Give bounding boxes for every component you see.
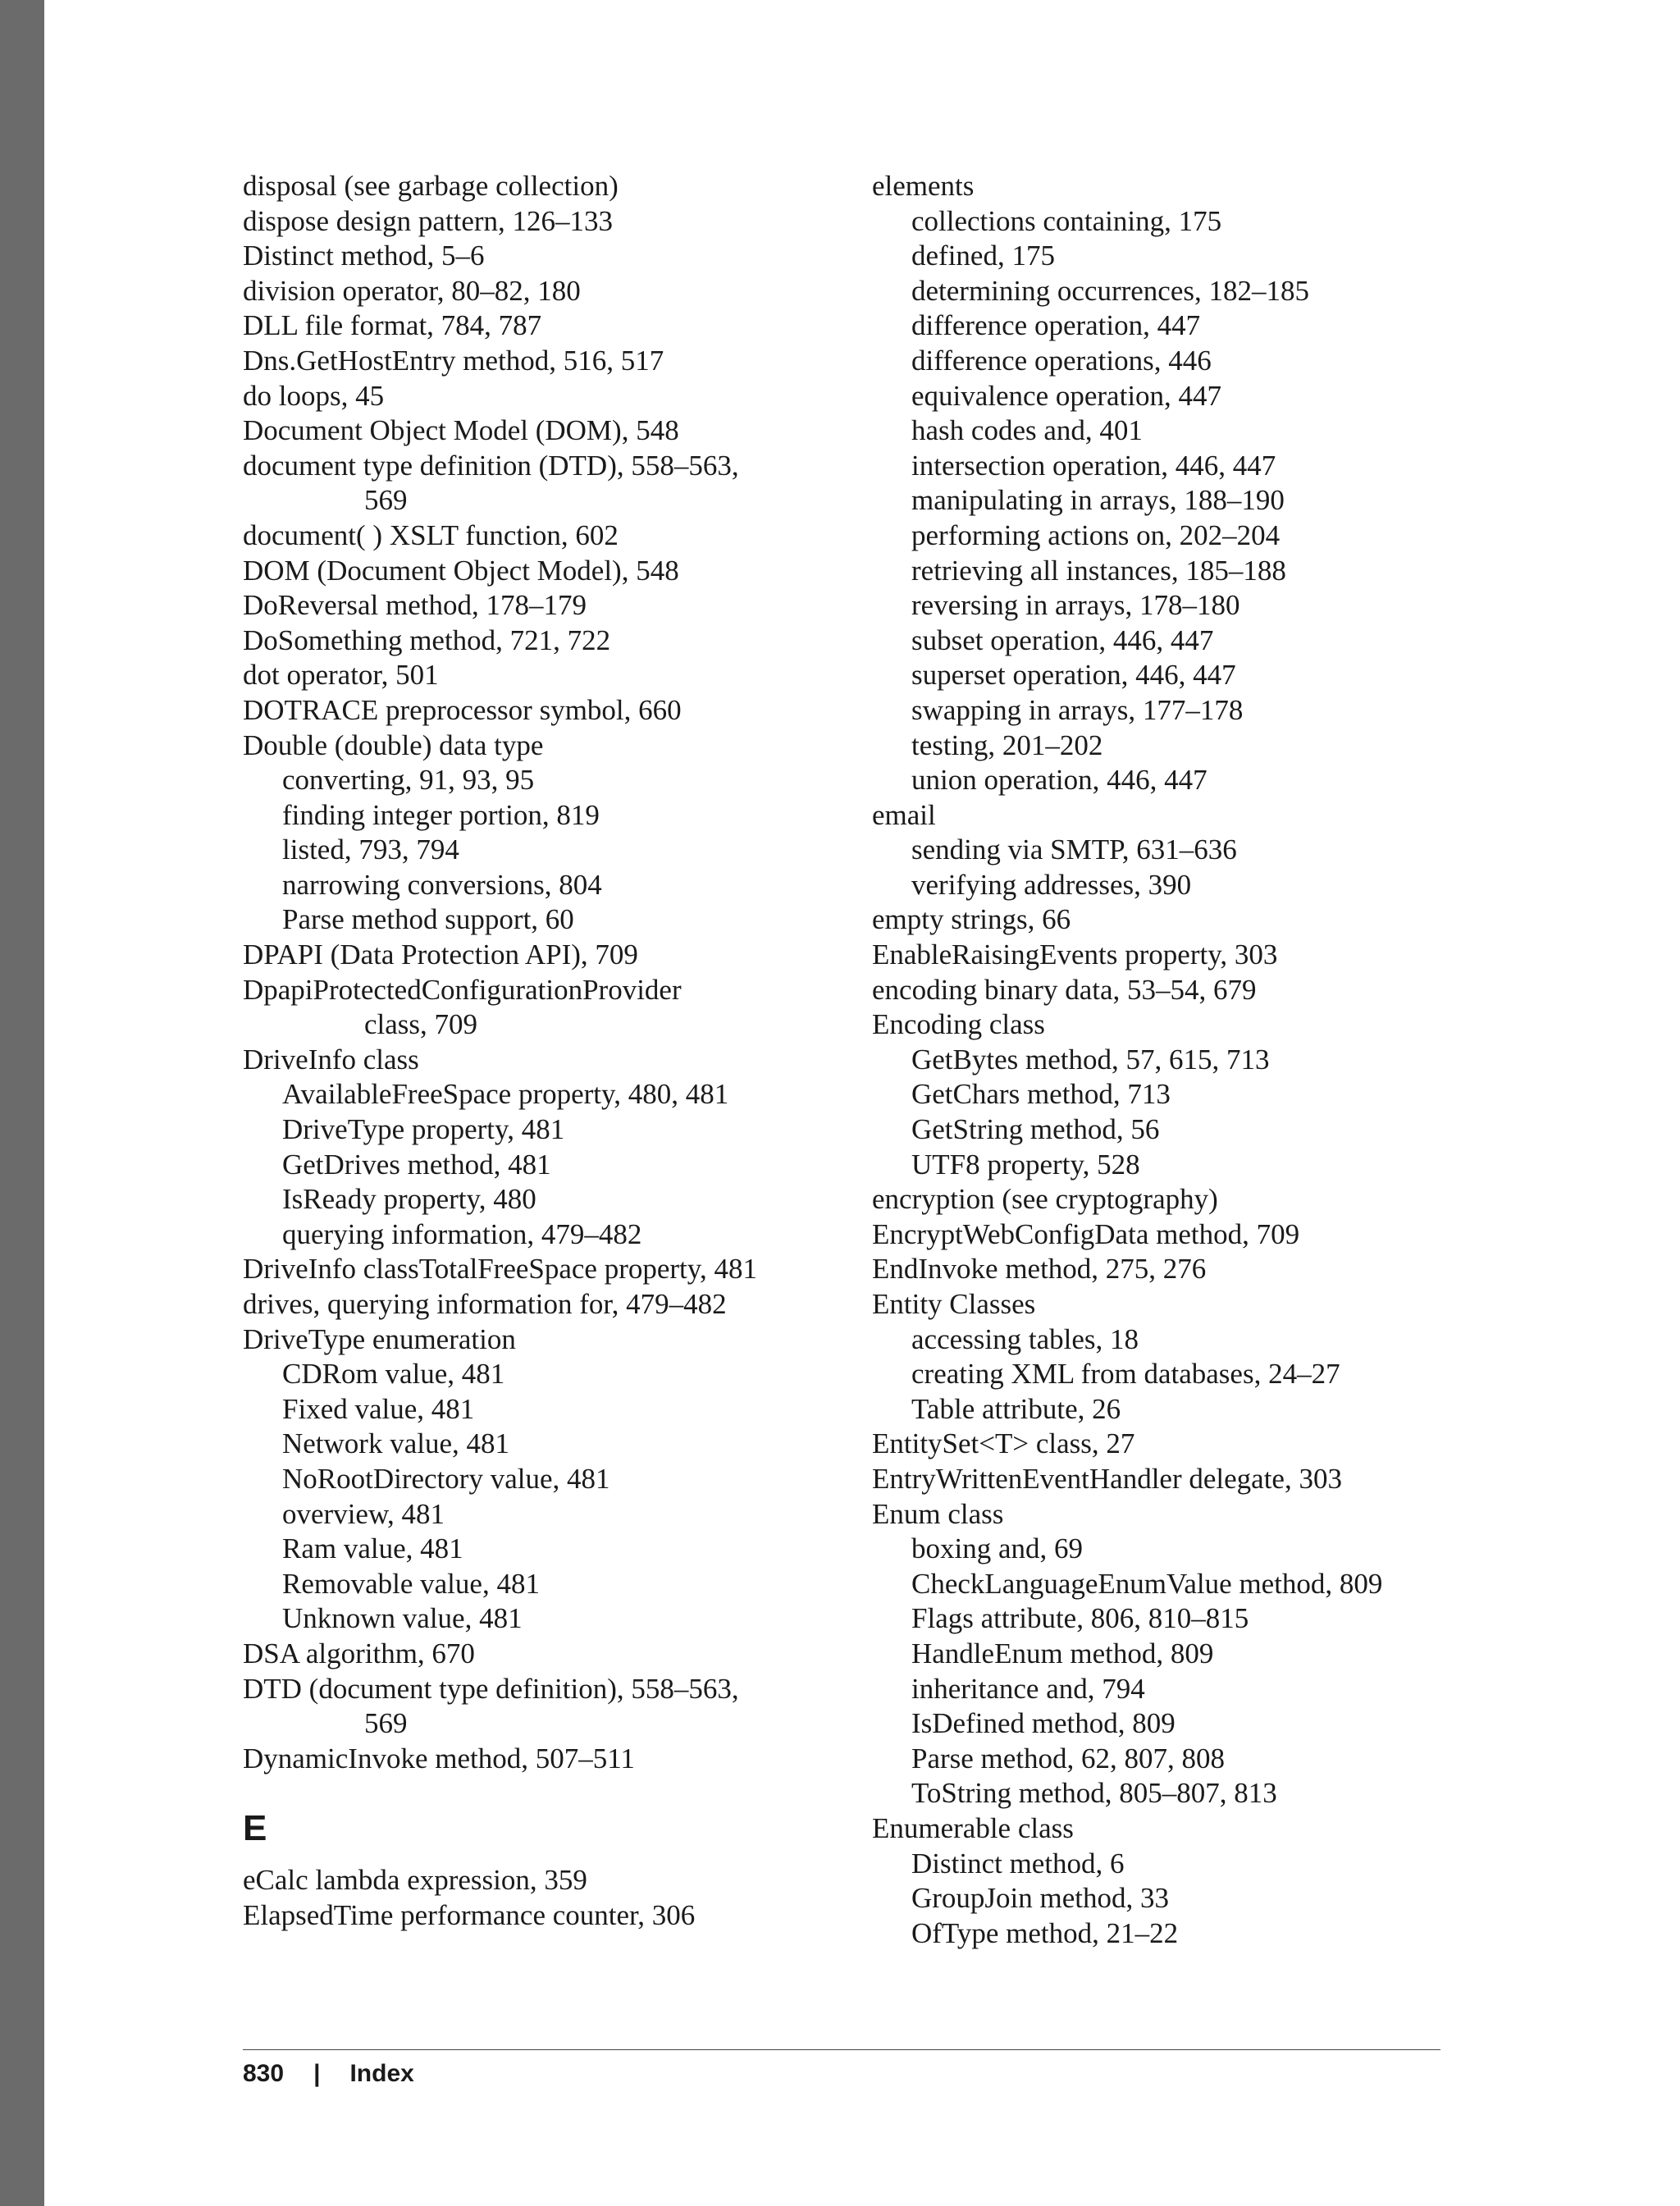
index-subentry: manipulating in arrays, 188–190 xyxy=(911,484,1285,517)
index-subentry: UTF8 property, 528 xyxy=(911,1148,1140,1181)
index-subentry: difference operations, 446 xyxy=(911,344,1212,377)
index-entry: EncryptWebConfigData method, 709 xyxy=(872,1217,1300,1250)
index-subentry: superset operation, 446, 447 xyxy=(911,659,1236,692)
index-entry: eCalc lambda expression, 359 xyxy=(243,1864,587,1897)
index-entry: DTD (document type definition), 558–563, xyxy=(243,1672,739,1705)
page-footer xyxy=(243,2056,414,2092)
index-entry: DOTRACE preprocessor symbol, 660 xyxy=(243,693,682,726)
index-subentry: GetString method, 56 xyxy=(911,1113,1160,1146)
index-entry: DriveInfo classTotalFreeSpace property, 481 xyxy=(243,1253,758,1286)
index-entry: DoReversal method, 178–179 xyxy=(243,589,587,622)
index-subentry: GetChars method, 713 xyxy=(911,1078,1171,1111)
index-subentry: Removable value, 481 xyxy=(282,1567,540,1600)
index-subentry: equivalence operation, 447 xyxy=(911,379,1222,412)
index-subentry: converting, 91, 93, 95 xyxy=(282,764,535,797)
index-subentry: hash codes and, 401 xyxy=(911,414,1143,447)
index-subentry: Table attribute, 26 xyxy=(911,1392,1121,1425)
index-entry: EnableRaisingEvents property, 303 xyxy=(872,939,1278,971)
index-subentry: boxing and, 69 xyxy=(911,1532,1084,1565)
index-subentry: HandleEnum method, 809 xyxy=(911,1637,1214,1669)
index-entry: Encoding class xyxy=(872,1008,1045,1041)
index-subentry: union operation, 446, 447 xyxy=(911,764,1208,797)
index-subentry: OfType method, 21–22 xyxy=(911,1916,1179,1949)
index-entry: elements xyxy=(872,170,975,202)
index-entry: DoSomething method, 721, 722 xyxy=(243,623,611,656)
index-subentry: CDRom value, 481 xyxy=(282,1358,505,1391)
index-subentry: intersection operation, 446, 447 xyxy=(911,449,1276,482)
index-entry: disposal (see garbage collection) xyxy=(243,170,619,202)
index-entry: DPAPI (Data Protection API), 709 xyxy=(243,939,638,971)
index-entries-e-continued xyxy=(872,169,1463,1951)
index-subentry: retrieving all instances, 185–188 xyxy=(911,554,1286,587)
index-subentry: querying information, 479–482 xyxy=(282,1217,642,1250)
index-entry: EntitySet<T> class, 27 xyxy=(872,1427,1135,1460)
page-edge-bar xyxy=(0,0,44,2206)
index-entry: ElapsedTime performance counter, 306 xyxy=(243,1898,696,1931)
index-entry-continuation: 569 xyxy=(364,1707,408,1740)
index-entry: DpapiProtectedConfigurationProvider xyxy=(243,973,682,1006)
index-subentry: sending via SMTP, 631–636 xyxy=(911,834,1237,866)
index-subentry: Distinct method, 6 xyxy=(911,1847,1125,1879)
index-entry: email xyxy=(872,798,936,831)
index-subentry: collections containing, 175 xyxy=(911,204,1222,237)
index-entry: division operator, 80–82, 180 xyxy=(243,274,581,307)
index-entry: DriveType enumeration xyxy=(243,1322,516,1355)
index-entry: do loops, 45 xyxy=(243,379,385,412)
index-subentry: Parse method support, 60 xyxy=(282,903,574,936)
footer-rule xyxy=(243,2049,1440,2050)
index-subentry: NoRootDirectory value, 481 xyxy=(282,1462,610,1495)
index-subentry: Parse method, 62, 807, 808 xyxy=(911,1742,1226,1774)
index-subentry: accessing tables, 18 xyxy=(911,1322,1139,1355)
index-subentry: finding integer portion, 819 xyxy=(282,798,600,831)
index-column-left xyxy=(243,169,833,1934)
footer-section-title: Index xyxy=(349,2060,414,2087)
index-entry-continuation: 569 xyxy=(364,484,408,517)
index-entry: Entity Classes xyxy=(872,1288,1036,1320)
index-subentry: GetBytes method, 57, 615, 713 xyxy=(911,1043,1270,1076)
index-subentry: GetDrives method, 481 xyxy=(282,1148,551,1181)
index-subentry: determining occurrences, 182–185 xyxy=(911,274,1309,307)
index-subentry: Flags attribute, 806, 810–815 xyxy=(911,1602,1249,1635)
index-entry: Dns.GetHostEntry method, 516, 517 xyxy=(243,344,664,377)
index-entries-e xyxy=(243,1863,833,1933)
index-subentry: narrowing conversions, 804 xyxy=(282,868,602,901)
index-entries-d xyxy=(243,169,833,1776)
index-subentry: verifying addresses, 390 xyxy=(911,868,1192,901)
index-subentry: testing, 201–202 xyxy=(911,728,1103,761)
index-subentry: defined, 175 xyxy=(911,240,1055,272)
index-subentry: Fixed value, 481 xyxy=(282,1392,475,1425)
index-subentry: overview, 481 xyxy=(282,1497,445,1530)
index-subentry: Network value, 481 xyxy=(282,1427,510,1460)
footer-separator: | xyxy=(313,2060,321,2087)
index-subentry: Unknown value, 481 xyxy=(282,1602,523,1635)
index-subentry: CheckLanguageEnumValue method, 809 xyxy=(911,1567,1383,1600)
index-entry: dot operator, 501 xyxy=(243,659,439,692)
index-entry: EndInvoke method, 275, 276 xyxy=(872,1253,1207,1286)
index-entry: document type definition (DTD), 558–563, xyxy=(243,449,739,482)
index-subentry: IsDefined method, 809 xyxy=(911,1707,1176,1740)
index-subentry: difference operation, 447 xyxy=(911,309,1201,342)
index-subentry: GroupJoin method, 33 xyxy=(911,1882,1170,1915)
index-entry: Double (double) data type xyxy=(243,728,544,761)
index-entry: DriveInfo class xyxy=(243,1043,419,1076)
index-subentry: listed, 793, 794 xyxy=(282,834,459,866)
index-entry: document( ) XSLT function, 602 xyxy=(243,518,619,551)
index-subentry: swapping in arrays, 177–178 xyxy=(911,693,1244,726)
index-subentry: AvailableFreeSpace property, 480, 481 xyxy=(282,1078,729,1111)
index-entry: Distinct method, 5–6 xyxy=(243,240,485,272)
index-entry: DSA algorithm, 670 xyxy=(243,1637,475,1669)
index-entry: Document Object Model (DOM), 548 xyxy=(243,414,679,447)
index-column-right xyxy=(872,169,1463,1951)
index-entry: DOM (Document Object Model), 548 xyxy=(243,554,679,587)
page-number: 830 xyxy=(243,2060,285,2087)
index-entry: dispose design pattern, 126–133 xyxy=(243,204,614,237)
index-entry: Enum class xyxy=(872,1497,1004,1530)
index-entry-continuation: class, 709 xyxy=(364,1008,478,1041)
index-entry: EntryWrittenEventHandler delegate, 303 xyxy=(872,1462,1342,1495)
index-subentry: ToString method, 805–807, 813 xyxy=(911,1777,1277,1810)
index-subentry: DriveType property, 481 xyxy=(282,1113,565,1146)
index-entry: empty strings, 66 xyxy=(872,903,1071,936)
index-entry: Enumerable class xyxy=(872,1811,1074,1844)
index-entry: encryption (see cryptography) xyxy=(872,1183,1218,1216)
section-letter-heading: E xyxy=(243,1808,267,1849)
index-subentry: inheritance and, 794 xyxy=(911,1672,1145,1705)
index-subentry: creating XML from databases, 24–27 xyxy=(911,1358,1340,1391)
index-subentry: subset operation, 446, 447 xyxy=(911,623,1214,656)
index-entry: DynamicInvoke method, 507–511 xyxy=(243,1742,635,1774)
index-entry: DLL file format, 784, 787 xyxy=(243,309,542,342)
index-subentry: IsReady property, 480 xyxy=(282,1183,536,1216)
index-entry: drives, querying information for, 479–482 xyxy=(243,1288,727,1320)
index-subentry: performing actions on, 202–204 xyxy=(911,518,1281,551)
index-subentry: reversing in arrays, 178–180 xyxy=(911,589,1240,622)
index-subentry: Ram value, 481 xyxy=(282,1532,463,1565)
index-entry: encoding binary data, 53–54, 679 xyxy=(872,973,1257,1006)
